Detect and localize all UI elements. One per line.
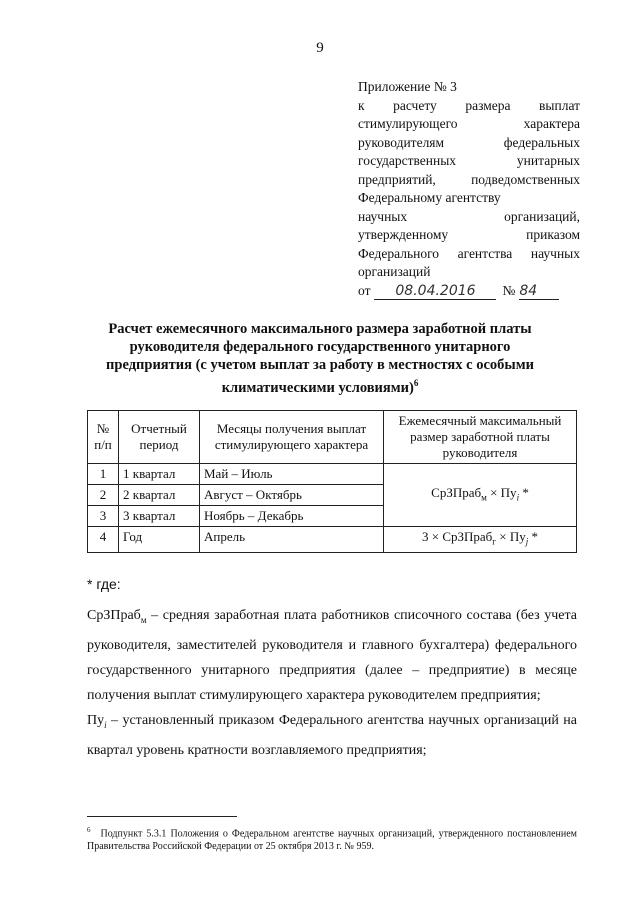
appendix-line: предприятий, подведомственных (358, 171, 580, 187)
definition-term: Пу (87, 712, 105, 728)
header-max-salary: Ежемесячный максимальный размер заработной платы руководителя (384, 411, 577, 464)
formula-subscript: м (481, 492, 487, 503)
header-period: Отчетный период (119, 411, 200, 464)
formula-subscript: j (525, 536, 529, 547)
definition-1 (87, 603, 577, 708)
table-row (88, 527, 577, 553)
number-label: № (502, 282, 516, 298)
footnote-divider (87, 816, 237, 817)
definition-2 (87, 708, 577, 763)
appendix-line: научных организаций, (358, 208, 580, 224)
row-number: 1 (88, 464, 119, 485)
table-header-row (88, 411, 577, 464)
formula-operator: × (499, 529, 507, 544)
definition-subscript: i (104, 719, 107, 730)
from-label: от (358, 282, 371, 298)
document-title (90, 320, 550, 397)
calculation-table (87, 410, 577, 553)
formula-subscript: г (492, 536, 496, 547)
row-months: Май – Июль (200, 464, 384, 485)
appendix-line: стимулирующего характера (358, 116, 580, 131)
header-number: № п/п (88, 411, 119, 464)
appendix-line: руководителям федеральных (358, 134, 580, 150)
row-months: Август – Октябрь (200, 485, 384, 506)
appendix-line: государственных унитарных (358, 153, 580, 168)
footnote-mark: 6 (87, 826, 91, 834)
appendix-line: к расчету размера выплат (358, 97, 580, 113)
formula-subscript: i (516, 492, 520, 503)
formula-term: Пу (500, 484, 517, 500)
appendix-line: утвержденному приказом (358, 227, 580, 242)
table-row (88, 464, 577, 485)
definition-text: – средняя заработная плата работников списочного состава (без учета руководителя, заместителей руководителя и главного бухгалтера) федерального государственного унитарного предприятия (далее – предприятие) в месяце получения выплат стимулирующего характера руководителем предприятия; (87, 608, 577, 703)
formula-mark: * (522, 484, 529, 500)
footnote-text: Подпункт 5.3.1 Положения о Федеральном агентстве научных организаций, утвержденного постановлением Правительства Российской Федерации от 25 октября 2013 г. № 959. (87, 828, 577, 853)
header-months: Месяцы получения выплат стимулирующего характера (200, 411, 384, 464)
page-number: 9 (316, 40, 324, 56)
row-number: 2 (88, 485, 119, 506)
order-number: 84 (519, 283, 559, 300)
definition-text: – установленный приказом Федерального агентства научных организаций на квартал уровень кратности возглавляемого предприятия; (87, 712, 577, 758)
title-footnote-mark: 6 (413, 378, 419, 388)
row-months: Ноябрь – Декабрь (200, 506, 384, 527)
appendix-block (358, 78, 580, 300)
appendix-line: Федеральному агентству (358, 190, 501, 205)
row-period: Год (119, 527, 200, 553)
formula-term: СрЗПраб (442, 529, 493, 544)
row-months: Апрель (200, 527, 384, 553)
appendix-line: организаций (358, 264, 431, 279)
appendix-line: Федерального агентства научных (358, 245, 580, 261)
order-reference (358, 282, 580, 301)
formula-mark: * (531, 529, 538, 544)
formula-operator: × (490, 484, 498, 500)
formula-year (384, 527, 577, 553)
title-text: Расчет ежемесячного максимального размера заработной платы руководителя федерального государственного унитарного предприятия (с учетом выплат за работу в местностях с особыми климатическими условиями) (106, 321, 534, 396)
row-period: 2 квартал (119, 485, 200, 506)
formula-quarterly (384, 464, 577, 527)
formula-term: Пу (509, 529, 526, 544)
formula-term: 3 (421, 529, 429, 544)
definitions-block (87, 572, 577, 763)
row-number: 3 (88, 506, 119, 527)
footnote (87, 824, 577, 853)
definition-term: СрЗПраб (87, 608, 141, 623)
row-number: 4 (88, 527, 119, 553)
appendix-line: Приложение № 3 (358, 79, 457, 94)
definition-subscript: м (140, 614, 147, 625)
where-label: * где: (87, 576, 121, 592)
row-period: 3 квартал (119, 506, 200, 527)
formula-term: СрЗПраб (431, 484, 482, 500)
row-period: 1 квартал (119, 464, 200, 485)
order-date: 08.04.2016 (374, 283, 496, 300)
formula-operator: × (431, 529, 440, 544)
